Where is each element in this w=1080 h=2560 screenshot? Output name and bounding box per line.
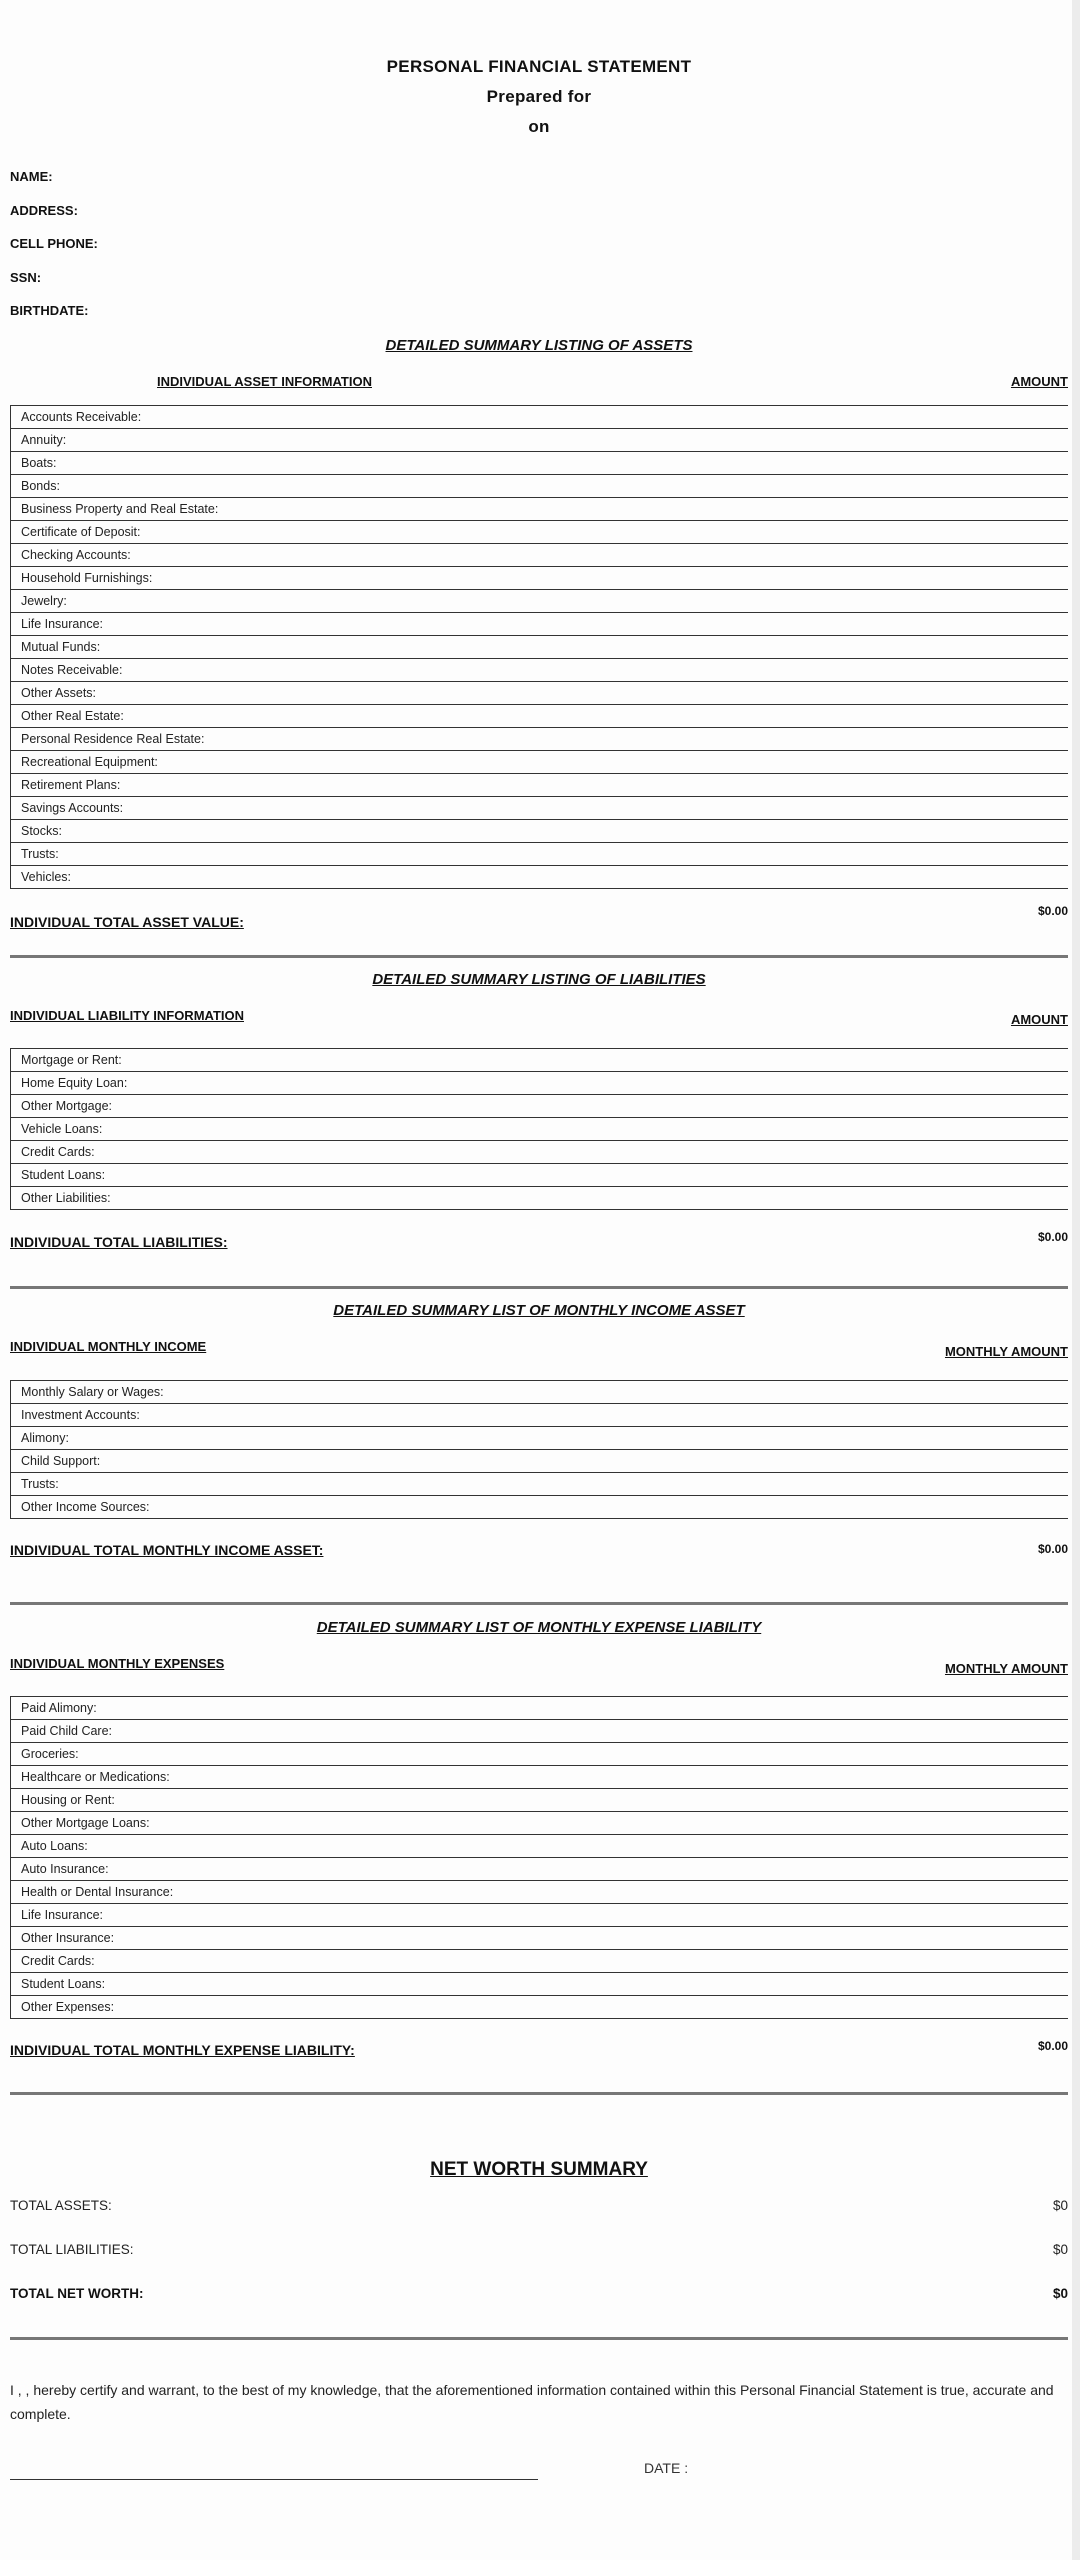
- signature-line: [10, 2479, 538, 2480]
- prepared-on-label: on: [528, 117, 550, 136]
- asset-row: Accounts Receivable:: [11, 406, 1068, 429]
- section-divider: [10, 2337, 1068, 2340]
- total-net-worth-label: TOTAL NET WORTH:: [10, 2286, 144, 2301]
- total-liabilities-value: $0: [1052, 2242, 1068, 2257]
- income-row: Investment Accounts:: [11, 1404, 1068, 1427]
- income-row: Child Support:: [11, 1450, 1068, 1473]
- section-divider: [10, 1602, 1068, 1605]
- expense-row: Credit Cards:: [11, 1950, 1068, 1973]
- asset-info-header: INDIVIDUAL ASSET INFORMATION: [157, 374, 372, 389]
- asset-row: Checking Accounts:: [11, 544, 1068, 567]
- asset-row: Vehicles:: [11, 866, 1068, 889]
- expense-row: Paid Child Care:: [11, 1720, 1068, 1743]
- income-amount-header: MONTHLY AMOUNT: [944, 1344, 1068, 1359]
- document-title: PERSONAL FINANCIAL STATEMENT: [386, 57, 692, 76]
- total-assets-value: $0: [1052, 2198, 1068, 2213]
- net-worth-title: NET WORTH SUMMARY: [430, 2159, 648, 2180]
- expense-amount-header: MONTHLY AMOUNT: [944, 1661, 1068, 1676]
- section-divider: [10, 955, 1068, 958]
- assets-section-title: DETAILED SUMMARY LISTING OF ASSETS: [385, 337, 693, 354]
- expense-info-header: INDIVIDUAL MONTHLY EXPENSES: [10, 1656, 225, 1671]
- liabilities-section-title: DETAILED SUMMARY LISTING OF LIABILITIES: [372, 971, 706, 988]
- asset-row: Certificate of Deposit:: [11, 521, 1068, 544]
- expense-row: Healthcare or Medications:: [11, 1766, 1068, 1789]
- income-section-title: DETAILED SUMMARY LIST OF MONTHLY INCOME ASSET: [333, 1302, 745, 1319]
- name-field-label: NAME:: [10, 169, 53, 184]
- liability-total-value: $0.00: [1037, 1230, 1068, 1244]
- page-edge: [1072, 0, 1080, 2560]
- income-row: Alimony:: [11, 1427, 1068, 1450]
- liability-amount-header: AMOUNT: [1010, 1012, 1068, 1027]
- asset-row: Jewelry:: [11, 590, 1068, 613]
- liability-row: Other Mortgage:: [11, 1095, 1068, 1118]
- asset-total-value: $0.00: [1037, 904, 1068, 918]
- address-field-label: ADDRESS:: [10, 203, 78, 218]
- income-info-header: INDIVIDUAL MONTHLY INCOME: [10, 1339, 207, 1354]
- expense-row: Other Insurance:: [11, 1927, 1068, 1950]
- expense-row: Housing or Rent:: [11, 1789, 1068, 1812]
- asset-row: Other Assets:: [11, 682, 1068, 705]
- income-table: [10, 1380, 1068, 1519]
- expense-row: Auto Insurance:: [11, 1858, 1068, 1881]
- total-assets-label: TOTAL ASSETS:: [10, 2198, 112, 2213]
- asset-row: Recreational Equipment:: [11, 751, 1068, 774]
- section-divider: [10, 2092, 1068, 2095]
- asset-amount-header: AMOUNT: [1010, 374, 1068, 389]
- asset-row: Trusts:: [11, 843, 1068, 866]
- asset-row: Household Furnishings:: [11, 567, 1068, 590]
- asset-row: Savings Accounts:: [11, 797, 1068, 820]
- asset-row: Life Insurance:: [11, 613, 1068, 636]
- asset-total-label: INDIVIDUAL TOTAL ASSET VALUE:: [10, 914, 244, 930]
- expense-total-label: INDIVIDUAL TOTAL MONTHLY EXPENSE LIABILITY:: [10, 2042, 355, 2058]
- expenses-table: [10, 1696, 1068, 2019]
- asset-row: Annuity:: [11, 429, 1068, 452]
- income-total-value: $0.00: [1037, 1542, 1068, 1556]
- expense-row: Student Loans:: [11, 1973, 1068, 1996]
- expense-row: Groceries:: [11, 1743, 1068, 1766]
- birthdate-field-label: BIRTHDATE:: [10, 303, 89, 318]
- expense-row: Life Insurance:: [11, 1904, 1068, 1927]
- liability-row: Student Loans:: [11, 1164, 1068, 1187]
- liability-total-label: INDIVIDUAL TOTAL LIABILITIES:: [10, 1234, 228, 1250]
- date-label: DATE :: [644, 2460, 689, 2476]
- liabilities-table: [10, 1048, 1068, 1210]
- income-row: Monthly Salary or Wages:: [11, 1381, 1068, 1404]
- liability-row: Mortgage or Rent:: [11, 1049, 1068, 1072]
- asset-row: Mutual Funds:: [11, 636, 1068, 659]
- asset-row: Other Real Estate:: [11, 705, 1068, 728]
- expense-row: Health or Dental Insurance:: [11, 1881, 1068, 1904]
- total-net-worth-value: $0: [1052, 2286, 1068, 2301]
- ssn-field-label: SSN:: [10, 270, 42, 285]
- expense-row: Other Mortgage Loans:: [11, 1812, 1068, 1835]
- expense-row: Auto Loans:: [11, 1835, 1068, 1858]
- liability-row: Credit Cards:: [11, 1141, 1068, 1164]
- asset-row: Retirement Plans:: [11, 774, 1068, 797]
- asset-row: Business Property and Real Estate:: [11, 498, 1068, 521]
- liability-row: Vehicle Loans:: [11, 1118, 1068, 1141]
- assets-table: [10, 405, 1068, 889]
- asset-row: Notes Receivable:: [11, 659, 1068, 682]
- liability-row: Other Liabilities:: [11, 1187, 1068, 1210]
- certification-text: I , , hereby certify and warrant, to the best of my knowledge, that the aforementioned information contained within this Personal Financial Statement is true, accurate and complete.: [10, 2382, 1054, 2422]
- income-row: Trusts:: [11, 1473, 1068, 1496]
- section-divider: [10, 1286, 1068, 1289]
- expense-row: Other Expenses:: [11, 1996, 1068, 2019]
- asset-row: Stocks:: [11, 820, 1068, 843]
- asset-row: Bonds:: [11, 475, 1068, 498]
- asset-row: Personal Residence Real Estate:: [11, 728, 1068, 751]
- liability-info-header: INDIVIDUAL LIABILITY INFORMATION: [10, 1008, 244, 1023]
- income-row: Other Income Sources:: [11, 1496, 1068, 1519]
- expense-total-value: $0.00: [1037, 2039, 1068, 2053]
- total-liabilities-label: TOTAL LIABILITIES:: [10, 2242, 134, 2257]
- expenses-section-title: DETAILED SUMMARY LIST OF MONTHLY EXPENSE LIABILITY: [316, 1619, 762, 1636]
- prepared-for-label: Prepared for: [486, 87, 592, 106]
- asset-row: Boats:: [11, 452, 1068, 475]
- income-total-label: INDIVIDUAL TOTAL MONTHLY INCOME ASSET:: [10, 1542, 324, 1558]
- liability-row: Home Equity Loan:: [11, 1072, 1068, 1095]
- expense-row: Paid Alimony:: [11, 1697, 1068, 1720]
- cell-phone-field-label: CELL PHONE:: [10, 236, 98, 251]
